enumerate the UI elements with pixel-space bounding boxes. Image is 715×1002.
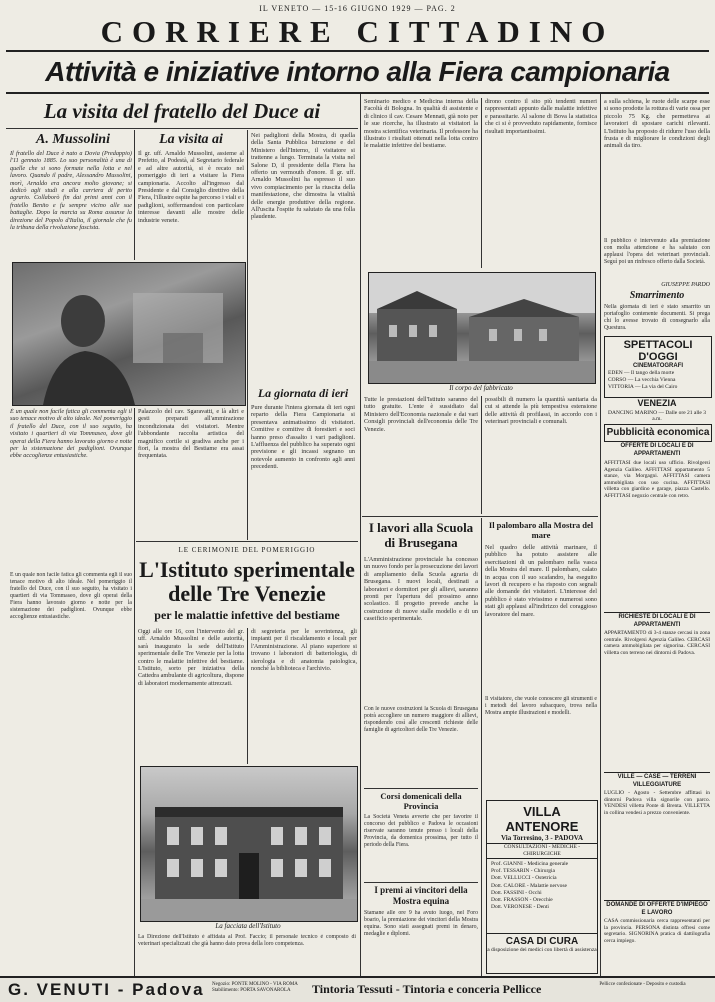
ville-listings: LUGLIO - Agosto - Settembre affittasi in dintorni Padova villa signorile con parco. VENDESI villetta Ponte di Brenta. VILLETTA in collina vendesi a prezzo conveniente. (604, 790, 710, 816)
column-rule (134, 408, 135, 978)
antenore-title: VILLA ANTENORE (505, 804, 579, 834)
antenore-address: Via Torresino, 3 - PADOVA (501, 834, 583, 842)
istituto-facade-photo (140, 766, 358, 922)
column-rule (600, 94, 601, 976)
column-rule (481, 518, 482, 976)
spettacoli-box (604, 336, 712, 398)
smarrimento-headline: Smarrimento (629, 290, 685, 301)
palombaro-headline: Il palombaro alla Mostra del mare (488, 520, 594, 540)
footer-addresses: Negozio: PONTE MOLINO - VIA ROMA Stabilimento: PORTA SAVONAROLA (212, 982, 298, 993)
masthead: CORRIERE CITTADINO (6, 14, 709, 52)
column-rule (481, 98, 482, 268)
cinema-listings: EDEN — Il tango della morte CORSO — La vecchia Vienna VITTORIA — La via del Cairo (608, 370, 678, 390)
page-topline: IL VENETO — 15-16 GIUGNO 1929 — PAG. 2 (259, 4, 456, 13)
factory-building-icon (369, 273, 595, 383)
cinematografi-label: CINEMATOGRAFI (632, 363, 684, 369)
lavori-headline: I lavori alla Scuola di Brusegana (368, 520, 474, 550)
casa-di-cura-title: CASA DI CURA (487, 933, 597, 947)
richieste-header: RICHIESTE DI LOCALI E DI APPARTAMENTI (604, 612, 710, 629)
footer-brand: G. VENUTI - Padova (8, 980, 205, 999)
antenore-subtitle: CONSULTAZIONI - MEDICHE - CHIRURGICHE (487, 843, 597, 859)
palombaro-text: Nel quadro delle attività marinare, il pubblico ha potuto assistere alle esercitazioni di un palombaro nella vasca della Mostra del mare. Il palombaro, calato in acqua con il suo scafandro, ha eseguito lavori di recupero e ha risposto con segnali alle domande dei visitatori. L'interesse del pubblico è stato vivissimo e numerosi sono stati gli applausi all'indirizzo del coraggioso lavoratore del mare. (485, 544, 597, 618)
visit-headline: La visita del fratello del Duce ai (6, 94, 358, 129)
section-rule (136, 541, 358, 542)
section-rule (362, 516, 598, 517)
istituto-headline: L'Istituto sperimentale delle Tre Venezie (139, 558, 355, 606)
center-text-2: dirono contro il sito più tendenti numeri rappresentati appunto dalle malattie infettive e parassitarie. Al salone di Bova la statistica che ci si è provveduto rapidamente, fornisce risultati importantissimi. (485, 98, 597, 135)
lavori-text: L'Amministrazione provinciale ha concesso un nuovo fondo per la prosecuzione dei lavori di ampliamento della Scuola agraria di Brusegana. I nuovi locali, destinati a laboratori e dormitori per gli allievi, saranno pronti per l'apertura del prossimo anno scolastico. Il progetto prevede anche la costruzione di nuove stalle modello e di un caseificio sperimentale. (364, 556, 478, 623)
section-rule (364, 882, 478, 883)
footer-tagline: Tintoria Tessuti - Tintoria e conceria Pellicce (312, 982, 542, 996)
fabbricato-caption: Il corpo del fabbricato (449, 384, 513, 392)
mussolini-text: Il fratello del Duce è nato a Dovia (Predappio) l'11 gennaio 1885. Lo suo personalità è una di quelle che si sono formate nella lotta e nel lavoro. Quando il padre, Alessandro Mussolini, morì, Arnaldo era ancora molto giovane; si dedicò agli studi e alla carriera di perito agrario. Collaborò fin dai primi anni con il fratello Benito e fu sempre vicino alle sue battaglie. Dopo la marcia su Roma assunse la direzione del Popolo d'Italia, il giornale che fu la tribuna della rivoluzione fascista. (10, 150, 132, 232)
istituto-text-1: Oggi alle ore 16, con l'intervento del gr. uff. Arnaldo Mussolini e delle autorità, sarà inaugurato la sede dell'Istituto sperimentale delle Tre Venezie per la lotta contro le malattie infettive del bestiame. L'Istituto, sorto per iniziativa della Cattedra ambulante di agricoltura, dispone di laboratori modernamente attrezzati. (138, 628, 244, 687)
domande-header: DOMANDE DI OFFERTE D'IMPIEGO E LAVORO (604, 900, 710, 917)
lower-left-text: È un quale non facile fatica gli commenta egli il suo tenace motivo di alto ideale. Nel pomeriggio il fratello del Duce, con il suo seguito, ha visitato i quartieri di via Tommaseo, dove gli operai della Fiera hanno lavorato giorno e notte per la sistemazione dei padiglioni. Ovunque ebbe accoglienze entusiastiche. (10, 572, 132, 620)
smarrimento-text: Nella giornata di ieri è stato smarrito un portafoglio contenente documenti. Si prega chi lo avesse trovato di consegnarlo alla Questura. (604, 304, 710, 331)
center-text-4: possibili di numero la quantità sanitaria da cui si attende la più tempestiva estensione delle attività di profilassi, in accordo con i veterinari provinciali e comunali. (485, 396, 597, 426)
column-rule (247, 628, 248, 764)
ville-header: VILLE — CASE — TERRENI VILLEGGIATURE (604, 772, 710, 789)
portrait-figure-icon (13, 263, 245, 405)
mussolini-subhead: A. Mussolini (36, 132, 110, 147)
right-text-2: Il pubblico è intervenuto alla premiazione con molta attenzione e ha salutato con applausi l'opera dei veterinari provinciali. Seguì poi un rinfresco offerto dalla Società. (604, 238, 710, 265)
column-rule (481, 396, 482, 514)
mussolini-portrait-photo (12, 262, 246, 406)
istituto-kicker: LE CERIMONIE DEL POMERIGGIO (178, 546, 316, 554)
footer-ad-strip (0, 976, 715, 1002)
center-text-1: Seminario medico e Medicina interna della Facoltà di Bologna. In qualità di assistente e di clinico il cav. Cesare Mennati, già noto per le sue ricerche, ha illustrato ai visitatori la mostra scientifica veterinaria. Il professore ha illustrato i risultati ottenuti nella lotta contro le malattie infettive del bestiame. (364, 98, 478, 150)
lavori-text-2: Con le nuove costruzioni la Scuola di Brusegana potrà accogliere un numero maggiore di allievi, rispondendo così alle crescenti richieste delle famiglie di agricoltori delle Tre Venezie. (364, 706, 478, 733)
offerte-listings: AFFITTASI due locali uso ufficio. Rivolgersi Agenzia Galileo. AFFITTASI appartamento 5 stanze, via Morgagni. AFFITTASI camera ammobigliata con uso cucina. AFFITTASI villetta con giardino e garage, piazza Castello. AFFITTASI negozio centrale con retro. (604, 460, 710, 499)
column-rule (134, 130, 135, 260)
venezia-listing: DANCING MARINO — Dalle ore 21 alle 3 a.m. (608, 410, 706, 422)
corsi-text: La Società Veneta avverte che per favorire il concorso dei pubblico e Padova le occasioni riservate saranno tenute presso i locali della Provincia, da domenica prossima, per tutto il periodo della Fiera. (364, 814, 478, 848)
visit-bottom-col2: Palazzolo del cav. Sgaravatti, e là altri e gesti preparati all'ammirazione incondizionata dei visitatori. Mentre l'abbondante raccolta artistica del magnifico cortile si gradiva anche per i fiori, la mostra del Bestiame era assai frequentata. (138, 408, 244, 460)
istituto-text-3: La Direzione dell'Istituto è affidata al Prof. Faccio; il personale tecnico è composto di veterinari specializzati che già hanno dato prova della loro competenza. (138, 934, 356, 947)
signature: GIUSEPPE PARDO (661, 282, 710, 288)
visit-continuation-text: Nei padiglioni della Mostra, di quella della Santa Pubblica Istruzione e del Ministero dell'Interno, il visitatore si trattenne a lungo. Terminata la visita nel Salone D, il presidente della Fiera ha offerto un vermouth d'onore. Il gr. uff. Arnaldo Mussolini ha espresso il suo vivo compiacimento per la riuscita della manifestazione, che dimostra la vitalità delle energie produttive della regione. All'uscita l'ospite fu salutato da una folla plaudente. (251, 132, 355, 221)
giornata-subhead: La giornata di ieri (257, 386, 349, 400)
column-rule (360, 94, 361, 976)
padiglioni-text: Il gr. uff. Arnaldo Mussolini, assieme al Prefetto, al Podestà, al Segretario federale e ad altre autorità, si è recato nel pomeriggio di ieri a visitare la Fiera campionaria. Accolto all'ingresso dal Presidente e dal Consiglio direttivo della Fiera, l'illustre ospite ha percorso i viali e i padiglioni, soffermandosi con particolare interesse davanti alle mostre delle industrie venete. (138, 150, 244, 224)
visit-bottom-col1: È un quale non facile fatica gli commenta egli il suo tenace motivo di alto ideale. Nel pomeriggio il fratello del Duce, con il suo seguito, ha visitato i quartieri di via Tommaseo, dove gli operai della Fiera hanno lavorato giorno e notte per la sistemazione dei padiglioni. Ovunque ebbe accoglienze entusiastiche. (10, 408, 132, 460)
istituto-text-2: di segreteria per le sovrintenza, gli impianti per il riscaldamento e locali per l'Amministrazione. Al piano superiore si trovano i laboratori di batteriologia, di sierologia e di anatomia patologica, nonché la biblioteca e l'archivio. (251, 628, 357, 673)
spettacoli-headline: SPETTACOLI D'OGGI (623, 339, 693, 363)
richieste-listings: APPARTAMENTO di 3-4 stanze cercasi in zona centrale. Rivolgersi Agenzia Galileo. CERCASI camera ammobigliata per signorina. CERCASI villetta con terreno nei dintorni di Padova. (604, 630, 710, 656)
venezia-label: VENEZIA (637, 398, 677, 408)
building-icon (141, 767, 357, 921)
domande-listings: CASA commissionaria cerca rappresentanti per la provincia. PERSONA distinta offresi come segretario. SIGNORINA pratica di dattilografia cerca impiego. (604, 918, 710, 944)
section-rule (364, 788, 478, 789)
fabbricato-photo (368, 272, 596, 384)
offerte-header: OFFERTE DI LOCALI E DI APPARTAMENTI (620, 443, 694, 457)
center-text-3: Tutte le prestazioni dell'Istituto saranno del tutto gratuite. L'ente è sussidiato dal Ministero dell'Economia nazionale e dai vari Consigli provinciali dell'economia delle Tre Venezie. (364, 396, 478, 433)
villa-antenore-ad (486, 800, 598, 974)
column-rule (247, 130, 248, 540)
banner-headline: Attività e iniziative intorno alla Fiera campionaria (6, 52, 709, 94)
right-text-1: a sulla schiena, le ruote delle scarpe esse si sono prodotte la rottura di varie ossa per piccolo 75 Kg. che permetteva ai lavoratori di spostare carichi rilevanti. L'Istituto ha proposto di ridurre l'uso della frusta e di migliorare le condizioni degli animali da tiro. (604, 98, 710, 150)
palombaro-text-2: Il visitatore, che vuole conoscere gli strumenti e i metodi del lavoro subacqueo, trova nella Mostra ampie illustrazioni e modelli. (485, 696, 597, 716)
premi-text: Stamane alle ore 9 ha avuto luogo, nel Foro boario, la premiazione dei vincitori della Mostra equina. Sono stati assegnati premi in denaro, medaglie e diplomi. (364, 910, 478, 937)
footer-right-text: Pellicce confezionate - Deposito e custodia (599, 982, 686, 987)
giornata-text: Pure durante l'intera giornata di ieri ogni reparto della Fiera Campionaria si presentava animatissimo di visitatori. Comitive e comitive di forestieri e soci hanno preso d'assalto i vari padiglioni. L'affluenza del pubblico ha superato ogni previsione e gli incassi segnano un notevole aumento in confronto agli anni precedenti. (251, 404, 355, 471)
antenore-doctor-list: Prof. GIANNI - Medicina generale Prof. TESSARIN - Chirurgia Dott. VELLUCCI - Ostetricia Dott. CALORE - Malattie nervose Dott. FASSINI - Occhi Dott. FRASSON - Orecchie Dott. VERONESE - Denti (491, 861, 569, 911)
casa-di-cura-sub: a disposizione dei medici con libertà di assistenza (487, 947, 597, 953)
premi-headline: I premi ai vincitori della Mostra equina (374, 885, 468, 906)
pubblicita-header: Pubblicità economica (604, 424, 712, 442)
corsi-headline: Corsi domenicali della Provincia (380, 791, 462, 811)
istituto-subheadline: per le malattie infettive del bestiame (154, 608, 340, 622)
padiglioni-subhead: La visita ai (159, 132, 223, 147)
istituto-photo-caption: La facciata dell'Istituto (215, 922, 281, 930)
